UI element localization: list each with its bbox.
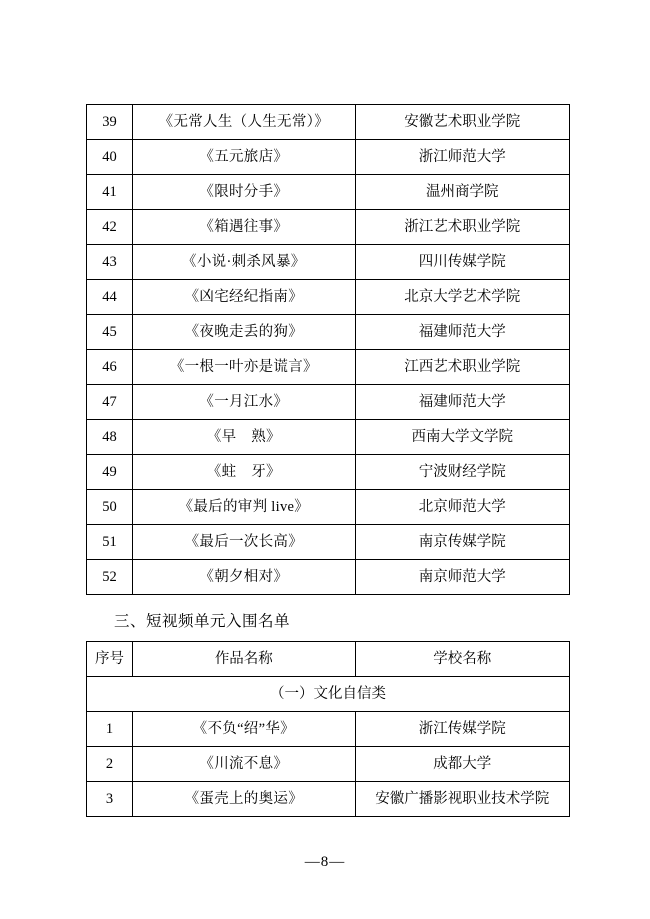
row-number: 1 <box>87 712 133 747</box>
row-number: 43 <box>87 245 133 280</box>
work-title: 《一月江水》 <box>133 385 355 420</box>
table-row <box>87 525 570 560</box>
work-title: 《蛀 牙》 <box>133 455 355 490</box>
table-row <box>87 350 570 385</box>
school-name: 成都大学 <box>355 747 569 782</box>
school-name: 南京传媒学院 <box>355 525 569 560</box>
school-name: 安徽艺术职业学院 <box>355 105 569 140</box>
school-name: 安徽广播影视职业技术学院 <box>355 782 569 817</box>
table-row <box>87 747 570 782</box>
continued-list-table-wrapper <box>86 104 570 595</box>
school-name: 北京师范大学 <box>355 490 569 525</box>
school-name: 浙江艺术职业学院 <box>355 210 569 245</box>
school-name: 西南大学文学院 <box>355 420 569 455</box>
row-number: 45 <box>87 315 133 350</box>
table-row <box>87 175 570 210</box>
row-number: 40 <box>87 140 133 175</box>
table-row <box>87 245 570 280</box>
table-row <box>87 140 570 175</box>
school-name: 江西艺术职业学院 <box>355 350 569 385</box>
work-title: 《早 熟》 <box>133 420 355 455</box>
table-row <box>87 385 570 420</box>
row-number: 51 <box>87 525 133 560</box>
row-number: 42 <box>87 210 133 245</box>
table-group-row <box>87 677 570 712</box>
school-name: 浙江师范大学 <box>355 140 569 175</box>
row-number: 49 <box>87 455 133 490</box>
school-name: 浙江传媒学院 <box>355 712 569 747</box>
school-name: 四川传媒学院 <box>355 245 569 280</box>
work-title: 《一根一叶亦是谎言》 <box>133 350 355 385</box>
work-title: 《最后一次长高》 <box>133 525 355 560</box>
school-name: 北京大学艺术学院 <box>355 280 569 315</box>
row-number: 48 <box>87 420 133 455</box>
table-row <box>87 490 570 525</box>
school-name: 宁波财经学院 <box>355 455 569 490</box>
column-header-title: 作品名称 <box>133 642 355 677</box>
school-name: 温州商学院 <box>355 175 569 210</box>
work-title: 《小说·刺杀风暴》 <box>133 245 355 280</box>
row-number: 44 <box>87 280 133 315</box>
continued-list-table-body <box>87 105 570 595</box>
short-video-table-body <box>87 642 570 817</box>
row-number: 39 <box>87 105 133 140</box>
work-title: 《无常人生（人生无常）》 <box>133 105 355 140</box>
work-title: 《凶宅经纪指南》 <box>133 280 355 315</box>
work-title: 《最后的审判 live》 <box>133 490 355 525</box>
row-number: 46 <box>87 350 133 385</box>
table-row <box>87 560 570 595</box>
school-name: 福建师范大学 <box>355 385 569 420</box>
continued-list-table <box>86 104 570 595</box>
table-row <box>87 420 570 455</box>
column-header-no: 序号 <box>87 642 133 677</box>
row-number: 2 <box>87 747 133 782</box>
work-title: 《限时分手》 <box>133 175 355 210</box>
section-heading: 三、短视频单元入围名单 <box>114 613 291 630</box>
group-label: （一）文化自信类 <box>87 677 570 712</box>
table-row <box>87 280 570 315</box>
row-number: 50 <box>87 490 133 525</box>
short-video-table <box>86 641 570 817</box>
table-header-row <box>87 642 570 677</box>
page-number: —8— <box>304 854 346 870</box>
work-title: 《蛋壳上的奥运》 <box>133 782 355 817</box>
table-row <box>87 105 570 140</box>
school-name: 南京师范大学 <box>355 560 569 595</box>
work-title: 《五元旅店》 <box>133 140 355 175</box>
table-row <box>87 315 570 350</box>
work-title: 《川流不息》 <box>133 747 355 782</box>
table-row <box>87 455 570 490</box>
school-name: 福建师范大学 <box>355 315 569 350</box>
work-title: 《夜晚走丢的狗》 <box>133 315 355 350</box>
table-row <box>87 712 570 747</box>
work-title: 《朝夕相对》 <box>133 560 355 595</box>
column-header-school: 学校名称 <box>355 642 569 677</box>
table-row <box>87 210 570 245</box>
row-number: 41 <box>87 175 133 210</box>
work-title: 《不负“绍”华》 <box>133 712 355 747</box>
table-row <box>87 782 570 817</box>
work-title: 《箱遇往事》 <box>133 210 355 245</box>
row-number: 52 <box>87 560 133 595</box>
row-number: 3 <box>87 782 133 817</box>
row-number: 47 <box>87 385 133 420</box>
short-video-table-wrapper <box>86 641 570 817</box>
